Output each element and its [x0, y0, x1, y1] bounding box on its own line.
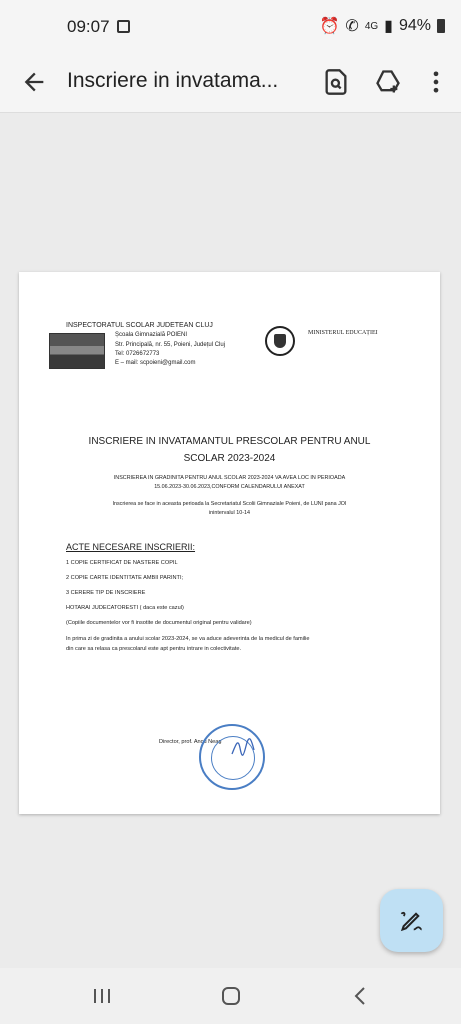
more-options-icon[interactable]: [422, 68, 450, 96]
header-line: Str. Principală, nr. 55, Poieni, Județul Cluj: [115, 342, 226, 348]
director-signature: Director, prof. Ancu Neag: [159, 739, 222, 745]
signature-scribble: [229, 734, 259, 762]
list-item: 3 CERERE TIP DE INSCRIERE: [66, 590, 146, 596]
back-nav-icon[interactable]: [350, 985, 372, 1007]
schedule-line: Inscrierea se face in aceasta perioada la Secretariatul Scolii Gimnaziale Poieni, de LUNI pana JOI: [112, 501, 347, 507]
app-bar: [0, 56, 461, 113]
doc-title: SCOLAR 2023-2024: [183, 453, 276, 464]
header-line: INSPECTORATUL SCOLAR JUDETEAN CLUJ: [66, 322, 213, 329]
ministry-label: MINISTERUL EDUCAȚIEI: [308, 330, 378, 336]
final-line: In prima zi de gradinita a anului scolar 2023-2024, se va aduce adeverinta de la medicul de familie: [66, 636, 310, 642]
call-icon: ✆: [345, 18, 359, 35]
system-nav-bar: [0, 968, 461, 1024]
list-item: 2 COPIE CARTE IDENTITATE AMBII PARINTI;: [66, 575, 184, 581]
back-arrow-icon[interactable]: [20, 68, 48, 96]
document-page: [19, 272, 440, 814]
school-photo: [49, 333, 105, 369]
period-line: 15.06.2023-30.06.2023,CONFORM CALENDARULUI ANEXAT: [154, 484, 305, 490]
doc-title: INSCRIERE IN INVATAMANTUL PRESCOLAR PENTRU ANUL: [88, 436, 371, 447]
header-line: Tel: 0726672773: [115, 351, 160, 357]
list-item: 1 COPIE CERTIFICAT DE NASTERE COPIL: [66, 560, 178, 566]
home-icon[interactable]: [220, 985, 242, 1007]
alarm-icon: ⏰: [319, 18, 340, 35]
period-line: INSCRIEREA IN GRADINITA PENTRU ANUL SCOLAR 2023-2024 VA AVEA LOC IN PERIOADA: [113, 475, 346, 481]
add-to-drive-icon[interactable]: [374, 68, 402, 96]
status-icons: [319, 16, 445, 36]
edit-fab-button[interactable]: [380, 889, 443, 952]
draw-icon: [398, 907, 425, 934]
list-item: HOTARAI JUDECATORESTI ( daca este cazul): [66, 605, 184, 611]
network-type: 4G: [364, 20, 379, 32]
search-document-icon[interactable]: [322, 68, 350, 96]
gallery-notification-icon: [117, 20, 130, 33]
schedule-line: inintervalul 10-14: [208, 510, 251, 516]
status-time: 09:07: [67, 17, 110, 36]
final-line: din care sa relasa ca prescolarul este apt pentru intrare in colectivitate.: [66, 646, 242, 652]
battery-icon: [437, 19, 445, 33]
coat-of-arms-icon: [265, 326, 295, 356]
document-title: Inscriere in invatama...: [67, 69, 279, 92]
recent-apps-icon[interactable]: [91, 985, 113, 1007]
signal-icon: ▮: [384, 18, 393, 35]
acts-heading: ACTE NECESARE INSCRIERII:: [66, 542, 196, 552]
header-line: Școala Gimnazială POIENI: [115, 332, 188, 338]
status-bar: [0, 0, 461, 56]
header-email: E – mail: scpoieni@gmail.com: [115, 360, 196, 366]
note-line: (Copiile documentelor vor fi insotite de documentul original pentru validare): [66, 620, 252, 626]
battery-level: 94%: [398, 17, 431, 34]
